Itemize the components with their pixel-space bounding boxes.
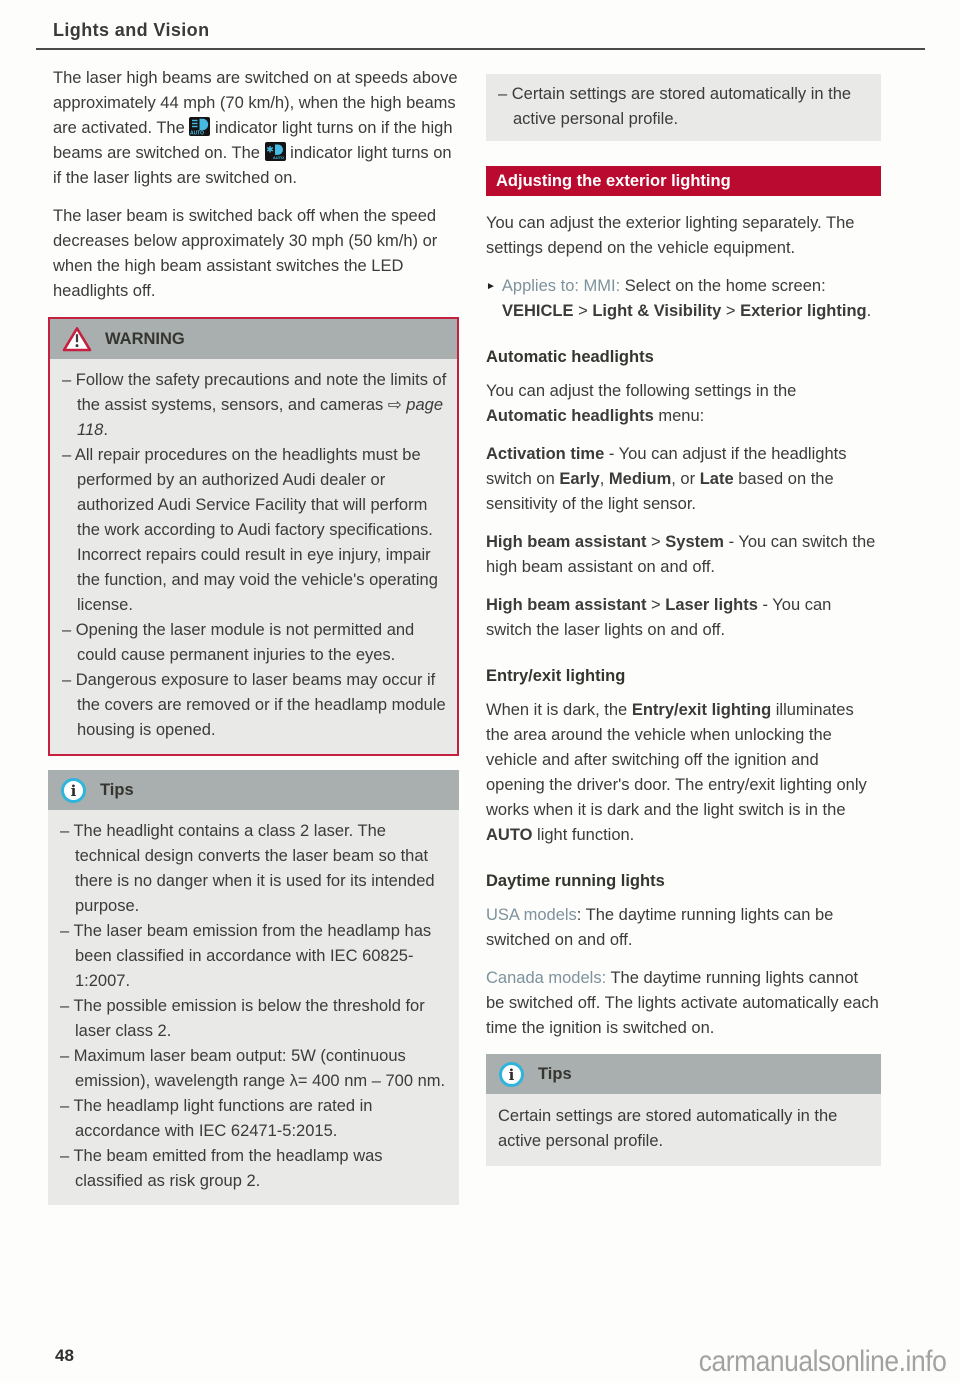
dash-bullet: – [60, 997, 74, 1015]
paragraph-activation-time [486, 442, 881, 517]
page-number: 48 [55, 1346, 74, 1365]
list-item: – The possible emission is below the threshold for laser class 2. [60, 997, 425, 1040]
dash-bullet: – [498, 85, 512, 103]
text-segment: The daytime running lights cannot be switched off. The lights activate automatically each time the ignition is switched on. [486, 969, 879, 1037]
text-segment: VEHICLE [502, 302, 574, 320]
text-segment: , [599, 470, 609, 488]
tips-box-right-text: Certain settings are stored automatically in the active personal profile. [498, 1107, 838, 1150]
text-segment: Light & Visibility [592, 302, 722, 320]
svg-text:✱: ✱ [265, 145, 274, 156]
watermark: carmanualsonline.info [698, 1345, 946, 1378]
list-item: – All repair procedures on the headlights must be performed by an authorized Audi dealer or authorized Audi Service Facility that will perform the work according to Audi factory specifications. Incorrect repairs could result in eye injury, impair the function, and may void the vehicle's operating license. [62, 446, 438, 614]
text-segment: Automatic headlights [486, 407, 654, 425]
heading-daytime-running-lights: Daytime running lights [486, 872, 665, 890]
text-segment: Exterior lighting [740, 302, 867, 320]
dash-bullet: – [62, 446, 75, 464]
left-column [53, 66, 459, 1219]
text-segment: AUTO [486, 826, 533, 844]
dash-bullet: – [60, 1147, 74, 1165]
text-segment: You can adjust the following settings in the [486, 382, 797, 400]
content [53, 66, 960, 1219]
info-circle-icon [60, 777, 87, 804]
manual-page [0, 20, 960, 1378]
text-segment: illuminates the area around the vehicle when unlocking the vehicle and after switching off the ignition and opening the driver's door. The entry/exit lighting only works when it is dark and the light switch is in the [486, 701, 867, 819]
warning-triangle-icon [62, 326, 92, 352]
right-column [486, 66, 881, 1219]
text-segment: . [866, 302, 872, 320]
text-segment: Canada models: [486, 969, 607, 987]
heading-automatic-headlights: Automatic headlights [486, 348, 654, 366]
text-segment: > [646, 596, 666, 614]
dash-bullet: – [60, 1047, 74, 1065]
svg-text:i: i [508, 1065, 515, 1084]
dash-bullet: – [62, 621, 76, 639]
laser-light-indicator-icon [265, 142, 286, 161]
text-segment: High beam assistant [486, 533, 647, 551]
list-item: – The beam emitted from the headlamp was classified as risk group 2. [60, 1147, 383, 1190]
paragraph-laser-high-beams [53, 66, 459, 191]
paragraph-usa-models [486, 903, 881, 953]
list-item: – The laser beam emission from the headlamp has been classified in accordance with IEC 60825-1:2007. [60, 922, 432, 990]
text-segment: > [646, 533, 666, 551]
carryover-note-body [486, 74, 881, 141]
list-item: – Opening the laser module is not permitted and could cause permanent injuries to the eyes. [62, 621, 415, 664]
dash-bullet: – [62, 371, 76, 389]
text-segment: light function. [532, 826, 635, 844]
text-segment: indicator light turns on if the high beams are switched on. The [53, 119, 453, 162]
carryover-note-box [486, 74, 881, 141]
text-segment: Activation time [486, 445, 605, 463]
tips-box-left [48, 770, 459, 1205]
text-segment: - You can switch the high beam assistant on and off. [486, 533, 876, 576]
text-segment: , or [671, 470, 700, 488]
warning-box-header [50, 319, 457, 359]
dash-bullet: – [60, 822, 74, 840]
paragraph-entry-exit [486, 698, 881, 848]
info-circle-icon [498, 1061, 525, 1088]
warning-box [48, 317, 459, 756]
warning-box-body [50, 359, 457, 754]
text-segment: Late [699, 470, 734, 488]
text-segment: > [573, 302, 593, 320]
dash-bullet: – [60, 1097, 74, 1115]
dash-bullet: – [62, 671, 76, 689]
text-segment: Laser lights [665, 596, 758, 614]
paragraph-high-beam-laser [486, 593, 881, 643]
page-title: Lights and Vision [53, 20, 210, 40]
text-segment: When it is dark, the [486, 701, 632, 719]
svg-text:i: i [70, 781, 77, 800]
list-item: – Maximum laser beam output: 5W (continuous emission), wavelength range λ= 400 nm – 700 nm. [60, 1047, 446, 1090]
tips-box-right-header [486, 1054, 881, 1094]
triangle-bullet-icon: ► [486, 281, 496, 292]
list-item: – Dangerous exposure to laser beams may occur if the covers are removed or if the headlamp module housing is opened. [62, 671, 446, 739]
text-segment: > [721, 302, 741, 320]
section-banner-adjusting-exterior-lighting: Adjusting the exterior lighting [486, 166, 881, 196]
text-segment: page 118 [77, 396, 444, 439]
text-segment: Select on the home screen: [620, 277, 826, 295]
paragraph-canada-models [486, 966, 881, 1041]
list-item: – The headlamp light functions are rated in accordance with IEC 62471-5:2015. [60, 1097, 373, 1140]
text-segment: The laser high beams are switched on at speeds above approximately 44 mph (70 km/h), when the high beams are activated. The [53, 69, 458, 137]
text-segment: menu: [653, 407, 705, 425]
text-segment: : The daytime running lights can be switched on and off. [486, 906, 834, 949]
text-segment: High beam assistant [486, 596, 647, 614]
text-segment: indicator light turns on if the laser lights are switched on. [53, 144, 452, 187]
tips-box-left-header [48, 770, 459, 810]
warning-box-title: WARNING [105, 329, 185, 348]
tips-box-left-title: Tips [100, 780, 134, 799]
text-segment: Medium [608, 470, 672, 488]
tips-box-left-body [48, 810, 459, 1205]
text-segment: based on the sensitivity of the light sensor. [486, 470, 834, 513]
paragraph-auto-headlights-intro [486, 379, 881, 429]
text-segment: - You can adjust if the headlights switch on [486, 445, 847, 488]
list-item: – The headlight contains a class 2 laser. The technical design converts the laser beam so that there is no danger when it is used for its intended purpose. [60, 822, 435, 915]
svg-text:AUTO: AUTO [272, 155, 284, 160]
applies-to-mmi-note [486, 274, 881, 324]
text-segment: Applies to: MMI: [501, 277, 621, 295]
text-segment: Entry/exit lighting [631, 701, 772, 719]
text-segment: ⇨ [387, 396, 407, 414]
text-segment: Follow the safety precautions and note the limits of the assist systems, sensors, and cameras [75, 371, 447, 414]
tips-box-right [486, 1054, 881, 1166]
tips-box-right-title: Tips [538, 1064, 572, 1083]
text-segment: System [665, 533, 724, 551]
svg-text:AUTO: AUTO [190, 130, 205, 136]
page-header [36, 20, 925, 50]
list-item [62, 368, 447, 443]
dash-bullet: – [60, 922, 74, 940]
text-segment: USA models [486, 906, 577, 924]
heading-entry-exit-lighting: Entry/exit lighting [486, 667, 626, 685]
tips-box-right-body [486, 1094, 881, 1166]
paragraph-high-beam-system [486, 530, 881, 580]
text-segment: - You can switch the laser lights on and off. [486, 596, 832, 639]
applies-to-text [502, 277, 871, 320]
list-item: – Certain settings are stored automatically in the active personal profile. [498, 85, 852, 128]
high-beam-auto-indicator-icon [189, 117, 210, 136]
paragraph-adjust-intro: You can adjust the exterior lighting separately. The settings depend on the vehicle equipment. [486, 214, 855, 257]
paragraph-laser-switch-off: The laser beam is switched back off when the speed decreases below approximately 30 mph (50 km/h) or when the high beam assistant switches the LED headlights off. [53, 207, 438, 300]
text-segment: Early [559, 470, 600, 488]
text-segment: . [103, 421, 108, 439]
